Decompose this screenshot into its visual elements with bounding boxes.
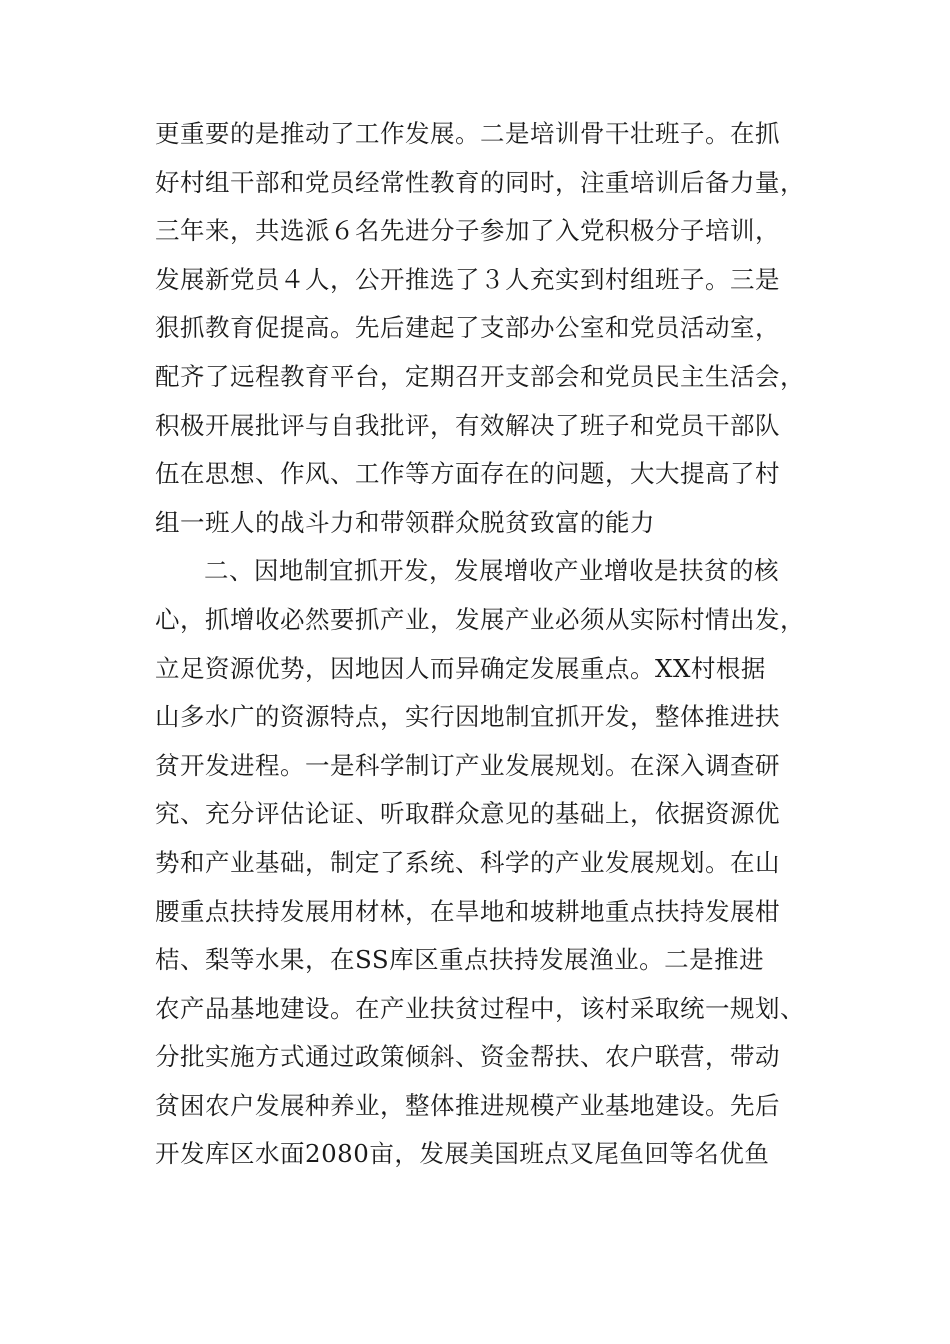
text-line: 开发库区水面2080亩，发展美国班点叉尾鱼回等名优鱼 (155, 1139, 770, 1169)
text-line: 三年来，共选派６名先进分子参加了入党积极分子培训， (155, 216, 780, 246)
text-line: 分批实施方式通过政策倾斜、资金帮扶、农户联营，带动 (155, 1042, 780, 1072)
text-line: 贫开发进程。一是科学制订产业发展规划。在深入调查研 (155, 750, 780, 780)
text-line: 好村组干部和党员经常性教育的同时，注重培训后备力量， (155, 167, 805, 197)
text-line: 农产品基地建设。在产业扶贫过程中，该村采取统一规划、 (155, 993, 805, 1023)
text-line: 究、充分评估论证、听取群众意见的基础上，依据资源优 (155, 799, 780, 829)
text-line: 积极开展批评与自我批评，有效解决了班子和党员干部队 (155, 410, 780, 440)
text-line: 腰重点扶持发展用材林，在旱地和坡耕地重点扶持发展柑 (155, 896, 780, 926)
text-line: 配齐了远程教育平台，定期召开支部会和党员民主生活会， (155, 361, 805, 391)
body-text (155, 110, 835, 1179)
text-line: 组一班人的战斗力和带领群众脱贫致富的能力 (155, 507, 655, 537)
text-line: 立足资源优势，因地因人而异确定发展重点。XX村根据 (155, 653, 766, 683)
text-line: 狠抓教育促提高。先后建起了支部办公室和党员活动室， (155, 313, 780, 343)
text-line: 势和产业基础，制定了系统、科学的产业发展规划。在山 (155, 847, 780, 877)
text-line: 贫困农户发展种养业，整体推进规模产业基地建设。先后 (155, 1090, 780, 1120)
text-line: 发展新党员４人，公开推选了３人充实到村组班子。三是 (155, 264, 780, 294)
text-line: 伍在思想、作风、工作等方面存在的问题，大大提高了村 (155, 459, 780, 489)
text-line: 山多水广的资源特点，实行因地制宜抓开发，整体推进扶 (155, 702, 780, 732)
text-line: 心，抓增收必然要抓产业，发展产业必须从实际村情出发， (155, 604, 805, 634)
text-line: 桔、梨等水果，在SS库区重点扶持发展渔业。二是推进 (155, 945, 765, 975)
section-heading-line: 二、因地制宜抓开发，发展增收产业增收是扶贫的核 (204, 556, 779, 586)
text-line: 更重要的是推动了工作发展。二是培训骨干壮班子。在抓 (155, 119, 780, 148)
